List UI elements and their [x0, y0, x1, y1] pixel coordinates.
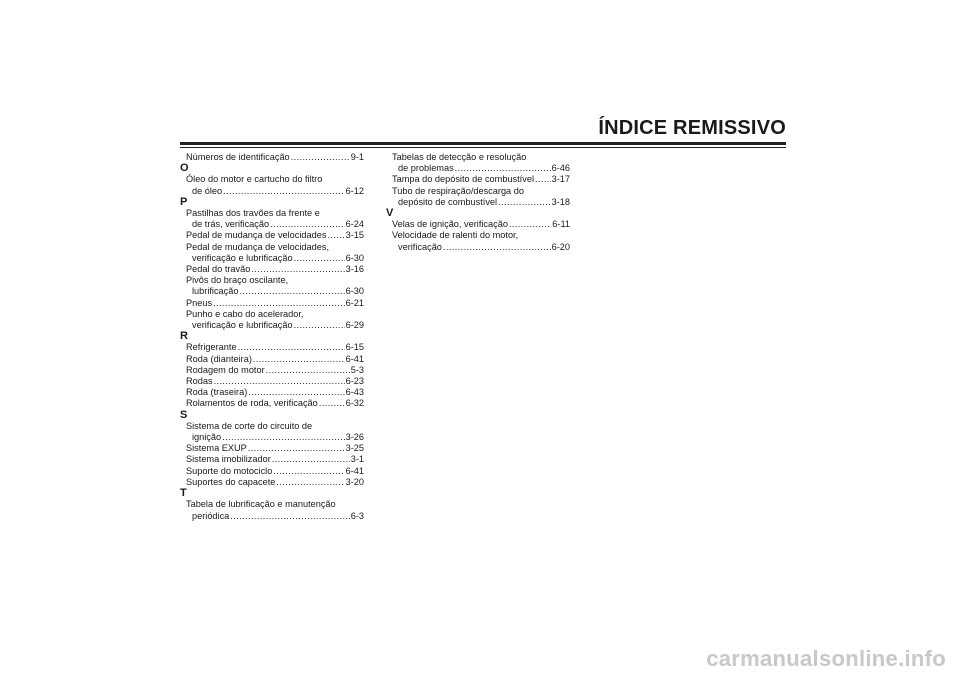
dot-leader [273, 466, 344, 477]
index-entry-text: ignição [192, 432, 222, 443]
page-number: 5-3 [350, 364, 364, 375]
dot-leader [276, 477, 344, 488]
index-entry [180, 275, 364, 297]
index-entry-text: Pneus [186, 297, 213, 308]
index-entry-line [392, 163, 570, 174]
index-entry [180, 499, 364, 521]
page-number: 6-41 [345, 465, 364, 476]
dot-leader [266, 365, 350, 376]
section-letter: O [180, 162, 189, 175]
index-entry-line [186, 432, 364, 443]
dot-leader [455, 163, 551, 174]
page-number: 3-20 [345, 476, 364, 487]
index-entry-text: Suporte do motociclo [186, 465, 273, 476]
page-number: 3-17 [551, 174, 570, 185]
page-number: 6-43 [345, 387, 364, 398]
index-entry-text: Refrigerante [186, 342, 237, 353]
dot-leader [239, 286, 344, 297]
index-entry-text: periódica [192, 510, 230, 521]
index-entry-text: Tampa do depósito de combustível [392, 174, 534, 185]
index-entry-text: Punho e cabo do acelerador, [186, 308, 304, 319]
dot-leader [319, 398, 345, 409]
page-title: ÍNDICE REMISSIVO [598, 117, 786, 139]
index-entry-line [186, 286, 364, 297]
index-entry-text: Rolamentos de roda, verificação [186, 398, 318, 409]
dot-leader [443, 242, 551, 253]
index-entry-text: Pivôs do braço oscilante, [186, 275, 289, 286]
index-entry-line [186, 376, 364, 387]
index-entry-text: Rodas [186, 376, 213, 387]
index-entry-text: Suportes do capacete [186, 476, 276, 487]
section-letter: P [180, 195, 188, 208]
index-entry [180, 354, 364, 365]
page-number: 6-29 [345, 320, 364, 331]
index-entry-text: Pastilhas dos travões da frente e [186, 208, 320, 219]
index-entry-line [186, 454, 364, 465]
index-entry-text: Roda (traseira) [186, 387, 248, 398]
index-entry-line [186, 499, 364, 510]
index-entry-line [186, 342, 364, 353]
index-entry-line [186, 365, 364, 376]
index-entry-text: Sistema imobilizador [186, 454, 271, 465]
index-entry-line [186, 511, 364, 522]
index-entry-text: Velocidade de ralenti do motor, [392, 230, 519, 241]
index-entry-line [392, 230, 570, 241]
index-entry-text: lubrificação [192, 286, 239, 297]
index-entry [180, 298, 364, 309]
page-number: 6-32 [345, 398, 364, 409]
index-entry [180, 152, 364, 163]
dot-leader [214, 376, 345, 387]
index-entry-line [186, 387, 364, 398]
page-header [180, 112, 786, 145]
index-entry-line [186, 466, 364, 477]
index-entry-line [392, 242, 570, 253]
index-entry [180, 454, 364, 465]
page-number: 3-25 [345, 443, 364, 454]
index-entry-line [186, 354, 364, 365]
dot-leader [223, 186, 344, 197]
index-entry-text: verificação e lubrificação [192, 252, 293, 263]
index-entry [180, 421, 364, 443]
page-number: 6-12 [345, 185, 364, 196]
index-entry-line [186, 230, 364, 241]
index-entry [180, 208, 364, 230]
page-number: 3-15 [345, 230, 364, 241]
index-entry-text: Rodagem do motor [186, 364, 265, 375]
index-entry [180, 264, 364, 275]
index-entry [180, 376, 364, 387]
index-entry-line [186, 320, 364, 331]
section-letter: S [180, 408, 188, 421]
index-entry-line [186, 174, 364, 185]
dot-leader [248, 387, 344, 398]
page-number: 6-21 [345, 297, 364, 308]
index-entry-text: Números de identificação [186, 152, 290, 162]
index-entry-text: verificação [398, 241, 442, 252]
index-entry-line [186, 398, 364, 409]
page-number: 6-30 [345, 286, 364, 297]
index-column-right [386, 152, 570, 253]
index-entry [180, 443, 364, 454]
dot-leader [253, 354, 345, 365]
index-entry-text: Tubo de respiração/descarga do [392, 185, 524, 196]
page-number: 6-20 [551, 241, 570, 252]
index-entry-line [392, 152, 570, 163]
index-entry-text: de problemas [398, 163, 454, 174]
index-entry [180, 230, 364, 241]
dot-leader [498, 197, 551, 208]
index-entry [180, 365, 364, 376]
index-entry-line [392, 219, 570, 230]
page-number: 6-23 [345, 376, 364, 387]
index-entry-text: Sistema de corte do circuito de [186, 420, 313, 431]
index-entry-line [186, 421, 364, 432]
index-entry [386, 186, 570, 208]
dot-leader [230, 511, 349, 522]
index-entry-line [392, 174, 570, 185]
dot-leader [272, 454, 350, 465]
index-entry [180, 398, 364, 409]
index-entry [386, 219, 570, 230]
page-number: 6-11 [552, 219, 570, 230]
index-entry [180, 477, 364, 488]
index-entry-text: Tabela de lubrificação e manutenção [186, 499, 336, 510]
index-entry-text: de óleo [192, 185, 223, 196]
index-entry-line [186, 443, 364, 454]
index-entry-line [392, 197, 570, 208]
index-entry-line [186, 186, 364, 197]
index-entry-line [186, 264, 364, 275]
index-entry-text: Roda (dianteira) [186, 353, 252, 364]
index-entry [180, 242, 364, 264]
index-entry-text: Pedal de mudança de velocidades, [186, 241, 330, 252]
index-entry [386, 174, 570, 185]
index-entry-text: Óleo do motor e cartucho do filtro [186, 174, 323, 185]
index-entry [180, 174, 364, 196]
index-entry [386, 230, 570, 252]
page-number: 6-15 [345, 342, 364, 353]
index-entry [180, 309, 364, 331]
index-entry-text: de trás, verificação [192, 219, 270, 230]
index-entry [180, 342, 364, 353]
index-entry-line [186, 152, 364, 163]
index-entry [386, 152, 570, 174]
index-entry [180, 387, 364, 398]
index-entry-line [186, 309, 364, 320]
index-entry-line [186, 477, 364, 488]
index-entry-text: verificação e lubrificação [192, 320, 293, 331]
index-entry-line [392, 186, 570, 197]
index-entry-line [186, 298, 364, 309]
page-number: 6-24 [345, 219, 364, 230]
index-entry-text: Velas de ignição, verificação [392, 219, 508, 230]
page-number: 6-3 [350, 510, 364, 521]
dot-leader [509, 219, 551, 230]
dot-leader [213, 298, 345, 309]
section-letter: V [386, 207, 394, 220]
page-number: 9-1 [350, 152, 364, 162]
index-entry-line [186, 208, 364, 219]
section-letter: R [180, 330, 188, 343]
dot-leader [238, 342, 345, 353]
dot-leader [270, 219, 345, 230]
dot-leader [294, 253, 345, 264]
index-entry [180, 466, 364, 477]
watermark: carmanualsonline.info [706, 646, 946, 671]
index-entry-text: Sistema EXUP [186, 443, 247, 454]
page-number: 3-26 [345, 432, 364, 443]
index-entry-text: Pedal do travão [186, 264, 251, 275]
dot-leader [294, 320, 345, 331]
index-entry-text: Tabelas de detecção e resolução [392, 152, 527, 162]
dot-leader [222, 432, 344, 443]
page-number: 6-46 [551, 163, 570, 174]
index-entry-line [186, 253, 364, 264]
index-entry-line [186, 219, 364, 230]
index-entry-text: Pedal de mudança de velocidades [186, 230, 327, 241]
dot-leader [327, 230, 344, 241]
dot-leader [291, 152, 350, 163]
page-number: 6-41 [345, 353, 364, 364]
index-entry-line [186, 242, 364, 253]
section-letter: T [180, 487, 187, 500]
index-column-left [180, 152, 364, 522]
page-number: 3-16 [345, 264, 364, 275]
page-number: 3-18 [551, 196, 570, 207]
dot-leader [535, 174, 551, 185]
index-entry-line [186, 275, 364, 286]
dot-leader [251, 264, 344, 275]
index-entry-text: depósito de combustível [398, 196, 498, 207]
dot-leader [248, 443, 345, 454]
page-number: 3-1 [350, 454, 364, 465]
page-number: 6-30 [345, 252, 364, 263]
